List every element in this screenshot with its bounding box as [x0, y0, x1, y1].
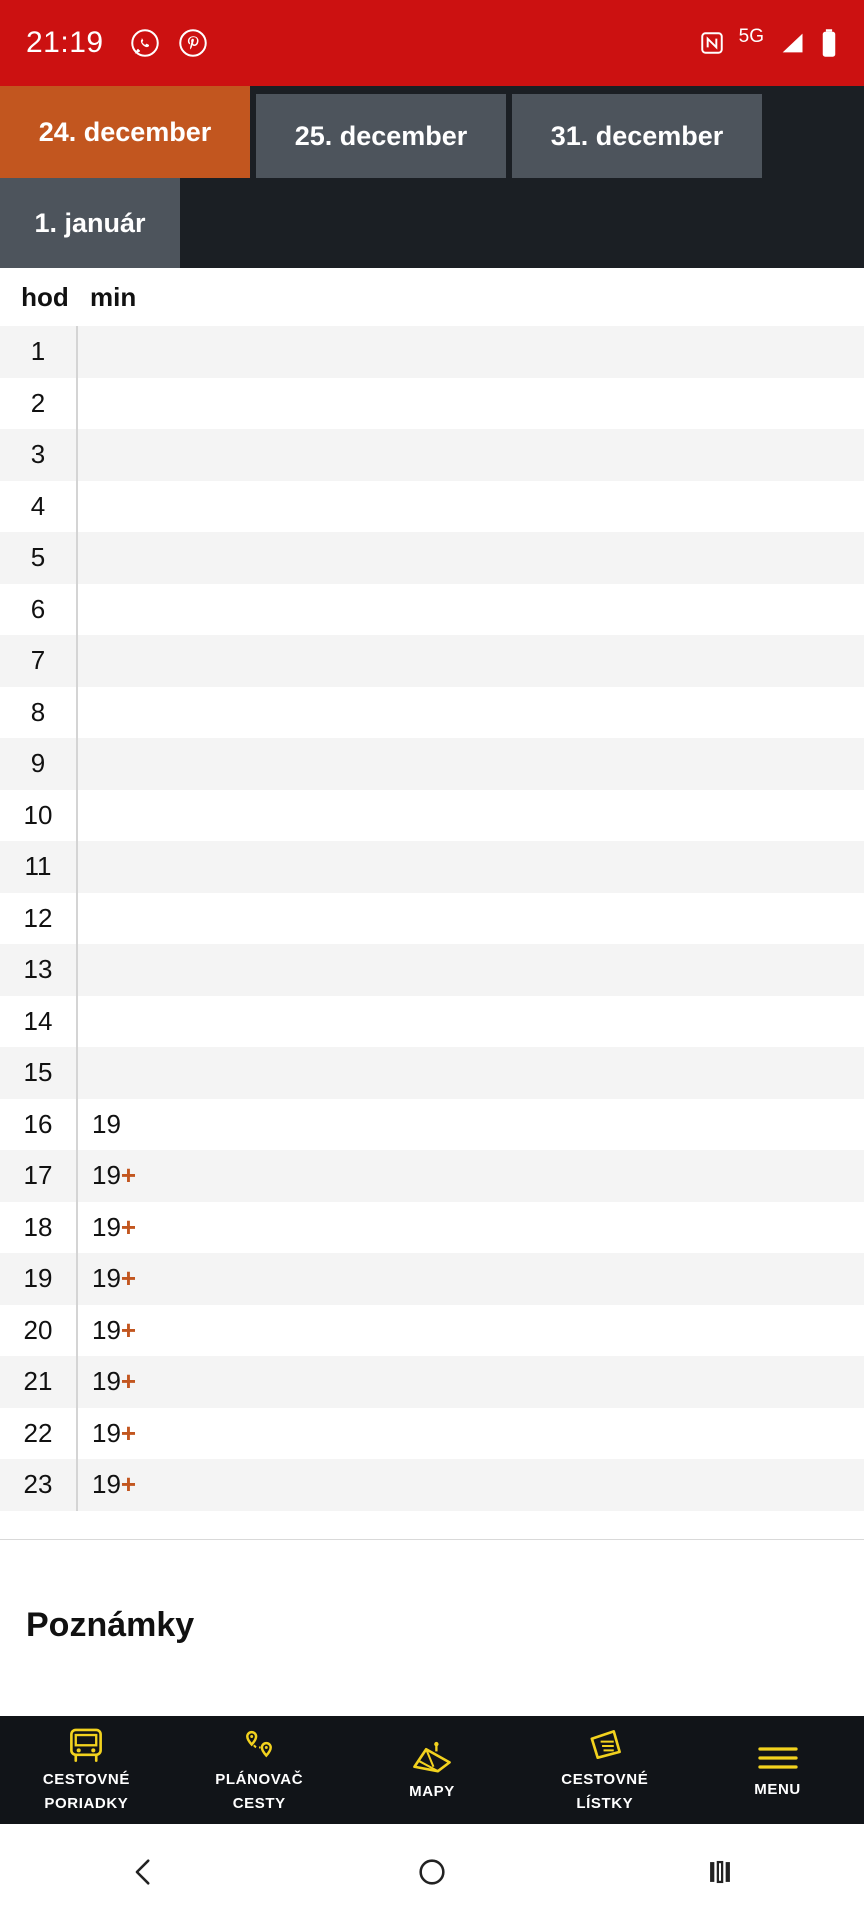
row-hour: 4	[30, 490, 46, 521]
row-hour: 10	[23, 799, 53, 830]
table-row[interactable]	[0, 1099, 864, 1151]
row-minutes	[76, 1099, 864, 1151]
nav-label-mapy: MAPY	[409, 1783, 455, 1800]
row-minutes	[76, 1253, 864, 1305]
row-minutes-plus: +	[120, 1314, 137, 1345]
row-hour: 23	[23, 1469, 53, 1500]
nav-item-mapy[interactable]	[346, 1716, 519, 1824]
row-minutes	[76, 1150, 864, 1202]
row-hour: 21	[23, 1366, 53, 1397]
table-row[interactable]	[0, 996, 864, 1048]
table-row[interactable]	[0, 1047, 864, 1099]
row-hour: 8	[30, 696, 46, 727]
table-row[interactable]	[0, 687, 864, 739]
row-minutes	[76, 378, 864, 430]
row-minutes-value: 19	[92, 1417, 121, 1448]
row-minutes-plus: +	[120, 1160, 137, 1191]
table-row[interactable]	[0, 893, 864, 945]
row-minutes	[76, 944, 864, 996]
table-row[interactable]	[0, 1305, 864, 1357]
table-row[interactable]	[0, 532, 864, 584]
table-row[interactable]	[0, 584, 864, 636]
row-hour: 1	[30, 336, 46, 367]
hamburger-icon	[754, 1741, 802, 1775]
row-minutes-plus: +	[120, 1263, 137, 1294]
table-row[interactable]	[0, 738, 864, 790]
row-minutes	[76, 1408, 864, 1460]
recents-icon[interactable]	[660, 1824, 780, 1920]
back-icon[interactable]	[84, 1824, 204, 1920]
row-hour: 20	[23, 1314, 53, 1345]
row-hour: 7	[30, 645, 46, 676]
row-hour: 3	[30, 439, 46, 470]
timetable-rows	[0, 326, 864, 1511]
row-minutes	[76, 790, 864, 842]
table-row[interactable]	[0, 1356, 864, 1408]
row-minutes	[76, 429, 864, 481]
row-minutes-plus: +	[120, 1469, 137, 1500]
signal-icon	[778, 29, 806, 57]
table-row[interactable]	[0, 378, 864, 430]
row-hour: 12	[23, 902, 53, 933]
row-minutes-value: 19	[92, 1314, 121, 1345]
row-minutes-value: 19	[92, 1469, 121, 1500]
ticket-icon	[584, 1727, 626, 1765]
row-hour: 16	[23, 1108, 53, 1139]
table-row[interactable]	[0, 1202, 864, 1254]
route-pins-icon	[238, 1727, 280, 1765]
row-minutes	[76, 532, 864, 584]
bottom-navigation	[0, 1716, 864, 1824]
nav-label-planovac-cesty-line1: PLÁNOVAČ	[215, 1771, 304, 1788]
status-left-icons	[130, 28, 208, 58]
table-row[interactable]	[0, 1253, 864, 1305]
column-header-minute: min	[90, 281, 137, 312]
nfc-icon	[699, 30, 725, 56]
nav-item-cestovne-poriadky[interactable]	[0, 1716, 173, 1824]
row-minutes	[76, 841, 864, 893]
timetable	[0, 268, 864, 1716]
table-row[interactable]	[0, 1150, 864, 1202]
status-right-icons	[699, 25, 838, 58]
tab-25-december[interactable]: 25. december	[256, 94, 506, 178]
table-row[interactable]	[0, 944, 864, 996]
bus-icon	[65, 1727, 107, 1765]
row-minutes-value: 19	[92, 1108, 121, 1139]
table-row[interactable]	[0, 1459, 864, 1511]
timetable-header	[0, 268, 864, 326]
row-hour: 17	[23, 1160, 53, 1191]
nav-label-planovac-cesty-line2: CESTY	[232, 1795, 286, 1812]
status-bar	[0, 0, 864, 86]
row-minutes	[76, 738, 864, 790]
map-icon	[409, 1739, 455, 1777]
row-minutes	[76, 893, 864, 945]
row-hour: 15	[23, 1057, 53, 1088]
row-minutes	[76, 635, 864, 687]
battery-icon	[820, 28, 838, 58]
table-row[interactable]	[0, 1408, 864, 1460]
row-minutes	[76, 996, 864, 1048]
row-minutes	[76, 1459, 864, 1511]
row-hour: 22	[23, 1417, 53, 1448]
status-time: 21:19	[26, 26, 104, 59]
row-minutes-plus: +	[120, 1211, 137, 1242]
row-minutes-value: 19	[92, 1211, 121, 1242]
table-row[interactable]	[0, 790, 864, 842]
table-row[interactable]	[0, 635, 864, 687]
column-header-hour: hod	[21, 281, 69, 312]
nav-label-cestovne-poriadky-line2: PORIADKY	[44, 1795, 129, 1812]
date-tab-bar	[0, 86, 864, 268]
row-hour: 9	[30, 748, 46, 779]
row-minutes	[76, 1305, 864, 1357]
table-row[interactable]	[0, 841, 864, 893]
row-minutes	[76, 687, 864, 739]
row-hour: 18	[23, 1211, 53, 1242]
row-minutes	[76, 584, 864, 636]
row-minutes-plus: +	[120, 1417, 137, 1448]
row-minutes	[76, 1047, 864, 1099]
row-minutes	[76, 1202, 864, 1254]
tab-1-januar[interactable]: 1. január	[0, 178, 180, 268]
tab-31-december[interactable]: 31. december	[512, 94, 762, 178]
tab-24-december[interactable]: 24. december	[0, 86, 250, 178]
row-minutes-value: 19	[92, 1160, 121, 1191]
row-hour: 2	[30, 387, 46, 418]
network-type-label: 5G	[738, 25, 764, 47]
row-hour: 6	[30, 593, 46, 624]
nav-label-cestovne-poriadky-line1: CESTOVNÉ	[42, 1771, 130, 1788]
row-minutes	[76, 481, 864, 533]
system-navigation-bar	[0, 1824, 864, 1920]
row-minutes-plus: +	[120, 1366, 137, 1397]
table-row[interactable]	[0, 326, 864, 378]
nav-item-planovac-cesty[interactable]	[173, 1716, 346, 1824]
notes-title: Poznámky	[26, 1605, 195, 1644]
pinterest-icon	[178, 28, 208, 58]
row-minutes-value: 19	[92, 1366, 121, 1397]
row-minutes	[76, 1356, 864, 1408]
row-hour: 5	[30, 542, 46, 573]
row-hour: 13	[23, 954, 53, 985]
whatsapp-icon	[130, 28, 160, 58]
row-minutes-value: 19	[92, 1263, 121, 1294]
nav-label-cestovne-listky-line2: LÍSTKY	[576, 1795, 634, 1812]
table-row[interactable]	[0, 429, 864, 481]
home-icon[interactable]	[372, 1824, 492, 1920]
nav-label-menu: MENU	[754, 1781, 801, 1798]
row-hour: 19	[23, 1263, 53, 1294]
row-minutes	[76, 326, 864, 378]
nav-item-menu[interactable]	[691, 1716, 864, 1824]
row-hour: 14	[23, 1005, 53, 1036]
table-row[interactable]	[0, 481, 864, 533]
nav-label-cestovne-listky-line1: CESTOVNÉ	[561, 1771, 649, 1788]
row-hour: 11	[24, 851, 52, 882]
nav-item-cestovne-listky[interactable]	[518, 1716, 691, 1824]
